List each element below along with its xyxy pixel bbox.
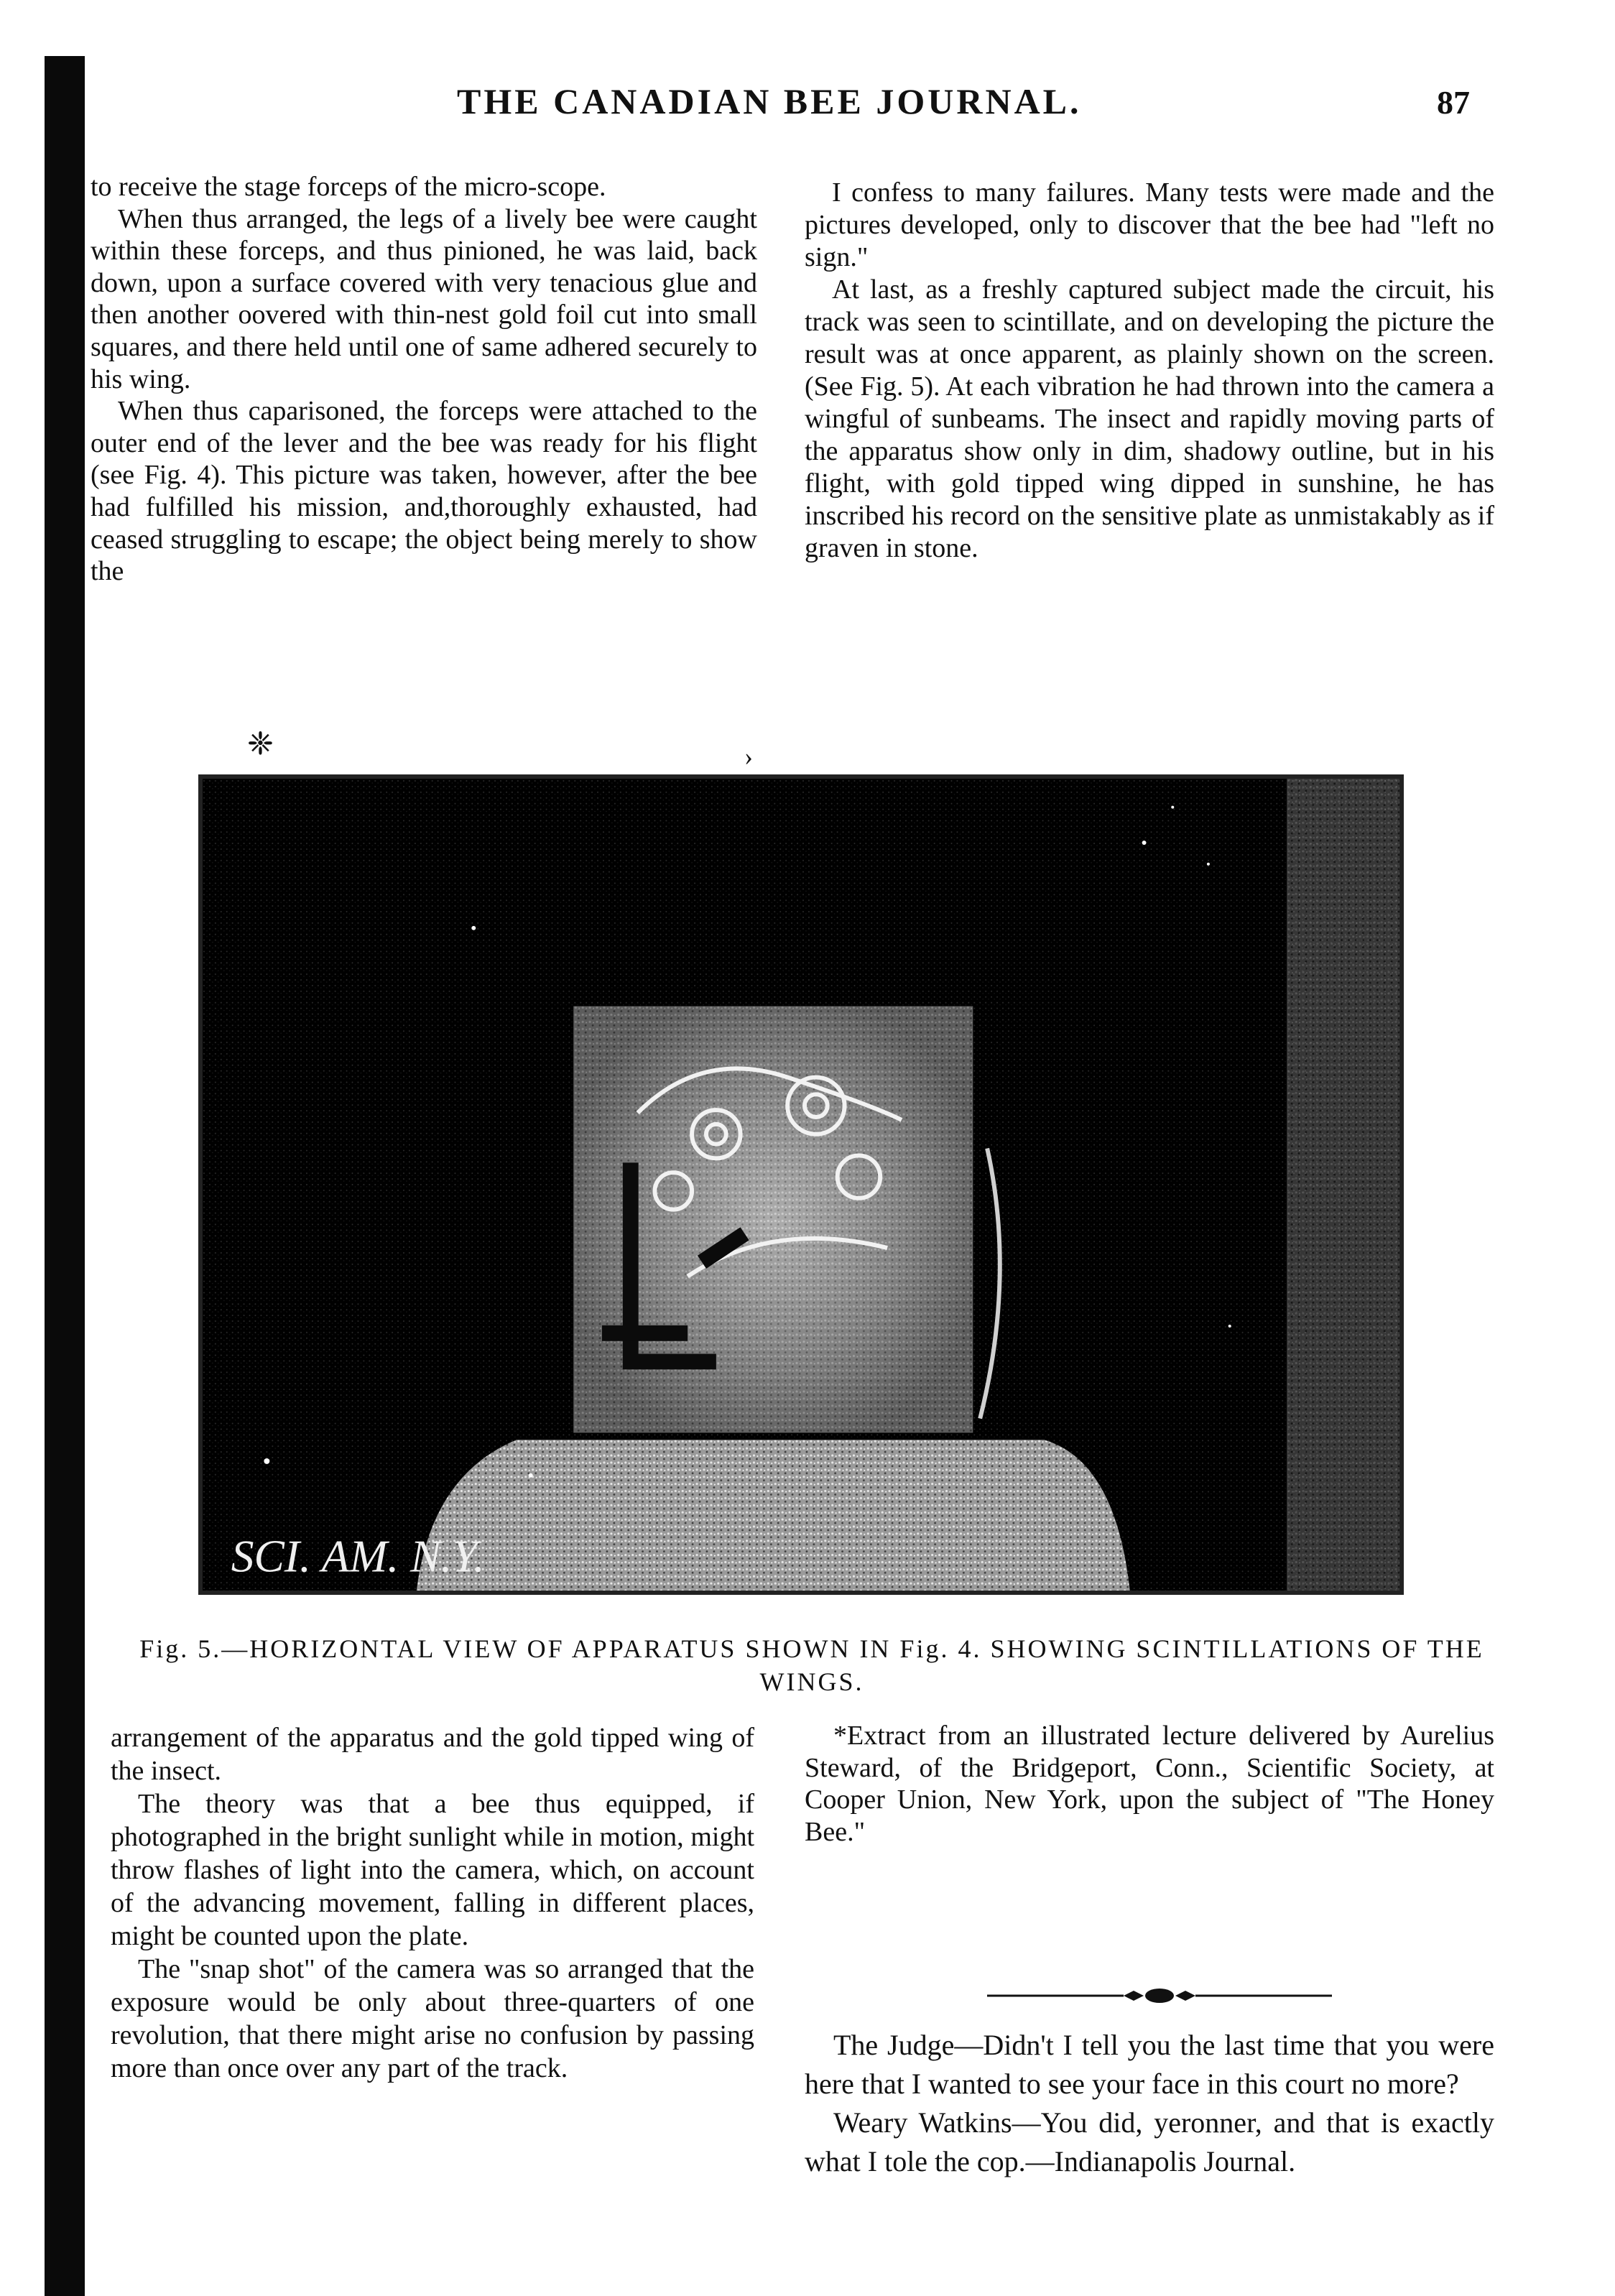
paragraph: I confess to many failures. Many tests were made and the pictures developed, only to discover that the bee had "left no sign.": [805, 177, 1494, 272]
page-header: [0, 80, 1615, 138]
paragraph: The theory was that a bee thus equipped, if photographed in the bright sunlight while in motion, might throw flashes of light into the camera, which, on account of the advancing movement, falling in different places, might be counted upon the plate.: [111, 1789, 754, 1951]
left-column-bottom: [111, 1721, 754, 2085]
base-slab: [417, 1440, 1130, 1591]
left-column-top: [91, 171, 757, 588]
photograph-figure-5: [198, 774, 1404, 1595]
page-number: 87: [1437, 84, 1470, 121]
paragraph: arrangement of the apparatus and the gold tipped wing of the insect.: [111, 1723, 754, 1786]
paragraph: The "snap shot" of the camera was so arranged that the exposure would be only about three-quarters of one revolution, that there might arise no confusion by passing more than once over any part of the track.: [111, 1954, 754, 2083]
paragraph: When thus arranged, the legs of a lively bee were caught within these forceps, and thus pinioned, he was laid, back down, upon a surface covered with very tenacious glue and then another oovered with thin-nest gold foil cut into small squares, and there held until one of same adhered securely to his wing.: [91, 203, 757, 394]
dialogue-watkins: Weary Watkins—You did, yeronner, and that is exactly what I tole the cop.—Indianapolis Journal.: [805, 2106, 1494, 2177]
paragraph: to receive the stage forceps of the micro-scope.: [91, 172, 606, 202]
paragraph: When thus caparisoned, the forceps were attached to the outer end of the lever and the bee was ready for his flight (see Fig. 4). This picture was taken, however, after the bee had fulfilled his mission, and,thoroughly exhausted, had ceased struggling to escape; the object being merely to show the: [91, 396, 757, 587]
dialogue-judge: The Judge—Didn't I tell you the last time that you were here that I wanted to see your face in this court no more?: [805, 2029, 1494, 2100]
apparatus-photograph: [203, 779, 1399, 1591]
paragraph: At last, as a freshly captured subject made the circuit, his track was seen to scintillate, and on developing the picture the result was at once apparent, as plainly shown on the screen. (See Fig. 5). At each vibration he had thrown into the camera a wingful of sunbeams. The insect and rapidly moving parts of the apparatus show only in dim, shadowy outline, but in his flight, with gold tipped wing dipped in sunshine, he has inscribed his record on the sensitive plate as unmistakably as if graven in stone.: [805, 274, 1494, 563]
scan-binding-edge: [45, 56, 85, 2296]
photo-signature: SCI. AM. N.Y.: [231, 1530, 485, 1582]
footnote: *Extract from an illustrated lecture delivered by Aurelius Steward, of the Bridgeport, Conn., Scientific Society, at Cooper Union, New York, upon the subject of "The Honey Bee.": [805, 1721, 1494, 1847]
humor-anecdote: [805, 2026, 1494, 2181]
right-column-top: [805, 177, 1494, 565]
journal-title: THE CANADIAN BEE JOURNAL.: [457, 81, 1082, 121]
right-column-bottom: [805, 1720, 1494, 1848]
ink-speck: ›: [744, 742, 753, 771]
ink-speck: ❈: [247, 726, 274, 762]
figure-caption: Fig. 5.—HORIZONTAL VIEW OF APPARATUS SHOWN IN Fig. 4. SHOWING SCINTILLATIONS OF THE WINGS.: [139, 1634, 1484, 1696]
section-divider-ornament: [987, 1987, 1332, 2004]
